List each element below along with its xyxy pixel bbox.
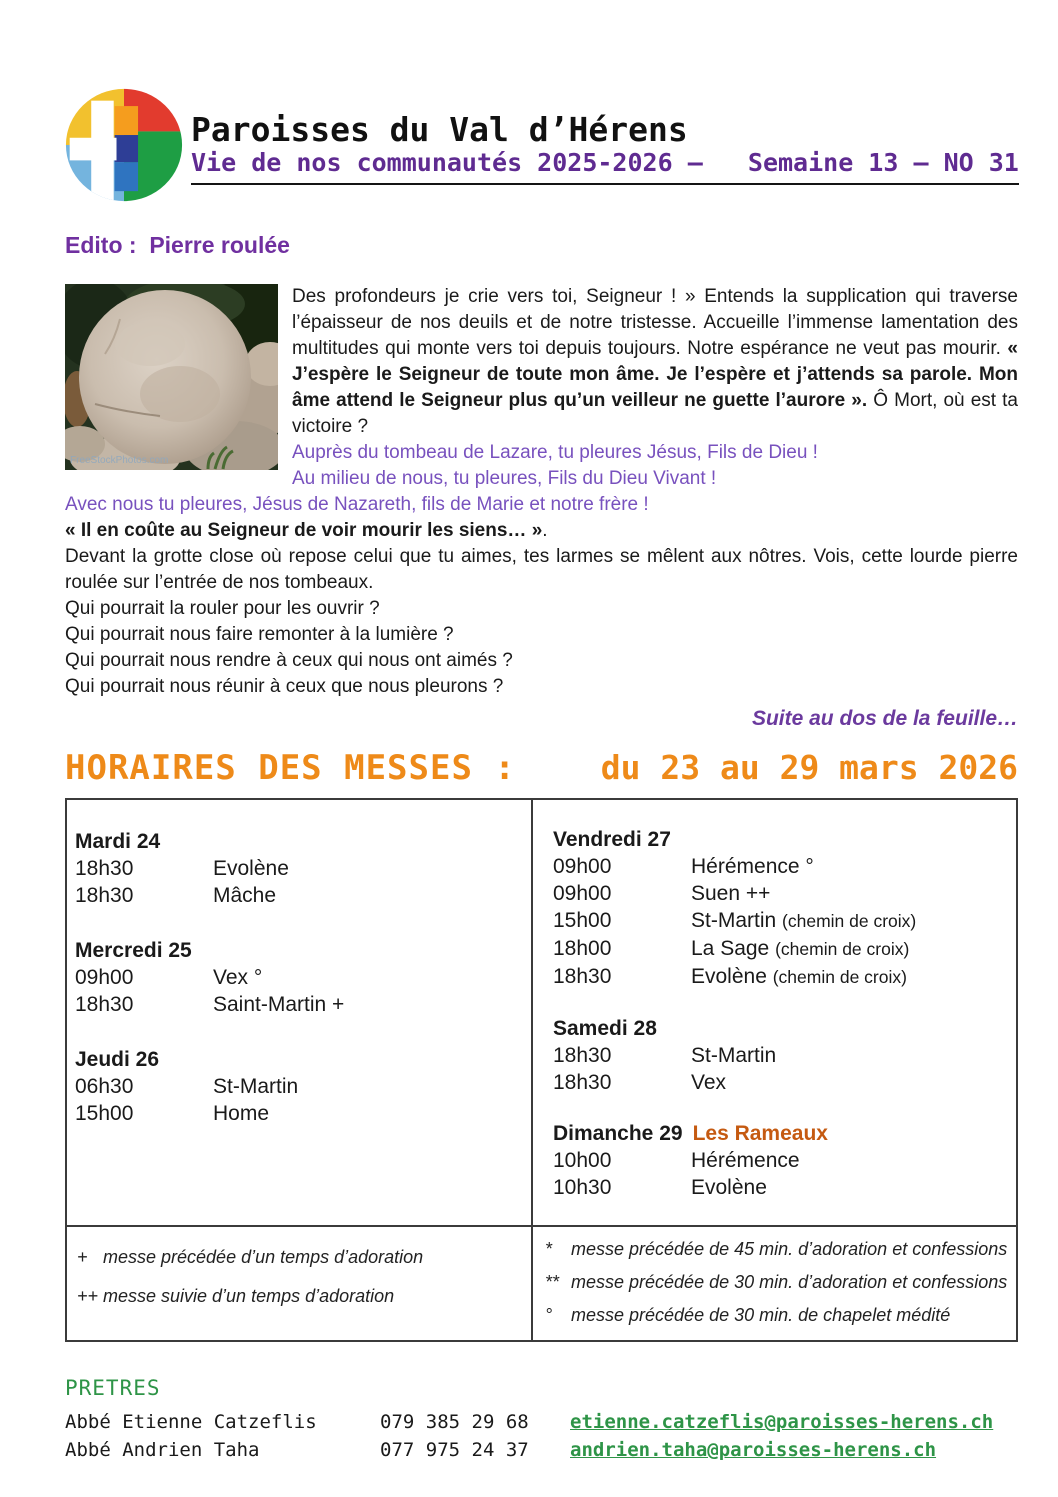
priest-name: Abbé Etienne Catzeflis	[65, 1411, 317, 1433]
schedule-heading: HORAIRES DES MESSES :	[65, 748, 516, 788]
edito-paragraph-2: Devant la grotte close où repose celui que tu aimes, tes larmes se mêlent aux nôtres. Vois, cette lourde pierre roulée sur l’entrée de nos tombeaux.	[65, 546, 1018, 593]
legend-symbol: **	[545, 1272, 560, 1292]
bold-quote-line	[65, 518, 1018, 544]
mass-time: 18h30	[75, 884, 134, 907]
day-name: Jeudi 26	[75, 1048, 160, 1071]
day-name: Mardi 24	[75, 830, 161, 853]
violet-line-1: Auprès du tombeau de Lazare, tu pleures Jésus, Fils de Dieu !	[292, 442, 818, 463]
legend-text: messe précédée de 45 min. d’adoration et confessions	[571, 1239, 1008, 1259]
mass-place: Home	[213, 1102, 270, 1125]
mass-place: Suen ++	[691, 882, 771, 905]
mass-row	[553, 963, 1006, 991]
mass-time: 09h00	[553, 855, 612, 878]
day-block-jeudi	[75, 1046, 521, 1127]
mass-time: 09h00	[75, 966, 134, 989]
legend-symbol: +	[77, 1247, 88, 1267]
day-name: Samedi 28	[553, 1017, 657, 1040]
priest-name: Abbé Andrien Taha	[65, 1439, 260, 1461]
legend-left-cell	[67, 1227, 533, 1340]
priest-email-link[interactable]: etienne.catzeflis@paroisses-herens.ch	[570, 1411, 994, 1433]
photo-watermark: FreeStockPhotos.com	[70, 455, 169, 466]
rolled-stone-illustration	[65, 284, 278, 470]
mass-note: (chemin de croix)	[775, 939, 910, 959]
mass-time: 18h30	[75, 857, 134, 880]
edito-paragraph-1	[292, 284, 1018, 440]
day-block-mardi	[75, 828, 521, 909]
day-name	[553, 1120, 1006, 1147]
header	[65, 88, 1018, 202]
question-line-2: Qui pourrait nous faire remonter à la lumière ?	[65, 624, 454, 645]
schedule-heading-row	[65, 748, 1018, 788]
priest-phone: 079 385 29 68	[380, 1411, 529, 1433]
priest-row	[65, 1436, 1018, 1464]
mass-place: Evolène	[213, 857, 289, 880]
mass-row	[75, 1100, 521, 1127]
edito-body	[65, 284, 1018, 492]
mass-time: 10h30	[553, 1176, 612, 1199]
mass-row	[553, 1147, 1006, 1174]
mass-place: Vex	[691, 1071, 727, 1094]
schedule-left-column	[67, 800, 533, 1225]
question-line-1: Qui pourrait la rouler pour les ouvrir ?	[65, 598, 380, 619]
mass-place: St-Martin	[213, 1075, 299, 1098]
mass-row	[75, 855, 521, 882]
legend-text: messe précédée de 30 min. d’adoration et confessions	[571, 1272, 1008, 1292]
day-block-mercredi	[75, 937, 521, 1018]
mass-note: (chemin de croix)	[772, 967, 907, 987]
edito-paragraph-1-start: Des profondeurs je crie vers toi, Seigneur ! » Entends la supplication qui traverse l’épaisseur de nos deuils et de notre tristesse. Accueille l’immense lamentation des multitudes qui monte vers toi depuis toujours. Notre espérance ne veut pas mourir.	[292, 286, 1018, 359]
priest-email-link[interactable]: andrien.taha@paroisses-herens.ch	[570, 1439, 937, 1461]
mass-row	[553, 1042, 1006, 1069]
mass-row	[553, 853, 1006, 880]
mass-row	[75, 1073, 521, 1100]
mass-schedule-table	[65, 798, 1018, 1342]
bold-quote-suffix: .	[542, 520, 548, 541]
mass-row	[553, 907, 1006, 935]
legend-line	[545, 1237, 1008, 1261]
rolled-stone-photo	[65, 284, 278, 470]
priest-row	[65, 1408, 1018, 1436]
bold-quote: « Il en coûte au Seigneur de voir mourir les siens… »	[65, 520, 543, 541]
legend-line	[77, 1284, 523, 1308]
legend-line	[77, 1245, 523, 1269]
feast-day-label: Les Rameaux	[692, 1122, 828, 1145]
mass-time: 18h00	[553, 937, 612, 960]
priests-section	[65, 1376, 1018, 1464]
legend-line	[545, 1303, 1008, 1327]
parish-logo-icon	[65, 88, 183, 202]
mass-row	[75, 882, 521, 909]
day-name: Mercredi 25	[75, 939, 192, 962]
day-block-dimanche	[553, 1120, 1006, 1201]
mass-place: La Sage	[691, 937, 770, 960]
mass-place: Vex °	[213, 966, 263, 989]
mass-note: (chemin de croix)	[782, 911, 917, 931]
mass-time: 15h00	[553, 909, 612, 932]
header-text	[191, 88, 1019, 185]
mass-time: 18h30	[75, 993, 134, 1016]
mass-time: 15h00	[75, 1102, 134, 1125]
mass-row	[75, 964, 521, 991]
edito-heading: Edito : Pierre roulée	[65, 232, 290, 258]
page-title: Paroisses du Val d’Hérens	[191, 110, 688, 149]
mass-place: Evolène	[691, 965, 767, 988]
legend-text: messe précédée d’un temps d’adoration	[103, 1247, 424, 1267]
mass-place: St-Martin	[691, 909, 777, 932]
day-block-vendredi	[553, 826, 1006, 991]
edito-paragraph-1-end: Ô Mort, où est ta victoire ?	[292, 390, 1019, 437]
mass-time: 18h30	[553, 1071, 612, 1094]
continuation-note: Suite au dos de la feuille…	[751, 707, 1018, 730]
mass-schedule-main	[67, 800, 1016, 1225]
mass-time: 10h00	[553, 1149, 612, 1172]
edito-intro-column	[292, 284, 1018, 492]
legend-symbol: *	[545, 1239, 553, 1259]
mass-row	[75, 991, 521, 1018]
mass-time: 18h30	[553, 1044, 612, 1067]
day-block-samedi	[553, 1015, 1006, 1096]
legend-symbol: °	[545, 1305, 553, 1325]
mass-time: 18h30	[553, 965, 612, 988]
legend-text: messe suivie d’un temps d’adoration	[103, 1286, 395, 1306]
violet-line-3: Avec nous tu pleures, Jésus de Nazareth, fils de Marie et notre frère !	[65, 494, 649, 515]
mass-row	[553, 1174, 1006, 1201]
schedule-right-column	[533, 800, 1016, 1225]
mass-place: Evolène	[691, 1176, 767, 1199]
mass-place: Saint-Martin +	[213, 993, 345, 1016]
mass-time: 09h00	[553, 882, 612, 905]
mass-place: St-Martin	[691, 1044, 777, 1067]
mass-time: 06h30	[75, 1075, 134, 1098]
mass-place: Hérémence °	[691, 855, 814, 878]
legend-text: messe précédée de 30 min. de chapelet médité	[571, 1305, 951, 1325]
legend-right-cell	[533, 1227, 1016, 1340]
legend-symbol: ++	[77, 1286, 99, 1306]
priest-phone: 077 975 24 37	[380, 1439, 529, 1461]
mass-row	[553, 1069, 1006, 1096]
page-subtitle: Vie de nos communautés 2025-2026 – Semaine 13 – NO 31	[191, 148, 1019, 185]
priests-heading: PRETRES	[65, 1376, 161, 1400]
mass-place: Mâche	[213, 884, 277, 907]
legend-line	[545, 1270, 1008, 1294]
mass-row	[553, 935, 1006, 963]
schedule-legend	[67, 1225, 1016, 1340]
schedule-date-range: du 23 au 29 mars 2026	[600, 748, 1018, 787]
day-name-label: Dimanche 29	[553, 1122, 683, 1145]
question-line-4: Qui pourrait nous réunir à ceux que nous pleurons ?	[65, 676, 504, 697]
mass-row	[553, 880, 1006, 907]
day-name: Vendredi 27	[553, 828, 671, 851]
mass-place: Hérémence	[691, 1149, 800, 1172]
edito-paragraph-1-quote: « J’espère le Seigneur de toute mon âme. Je l’espère et j’attends sa parole. Mon âme attend le Seigneur plus qu’un veilleur ne guette l’aurore ».	[292, 338, 1018, 411]
violet-line-2: Au milieu de nous, tu pleures, Fils du Dieu Vivant !	[292, 468, 717, 489]
question-line-3: Qui pourrait nous rendre à ceux qui nous ont aimés ?	[65, 650, 513, 671]
